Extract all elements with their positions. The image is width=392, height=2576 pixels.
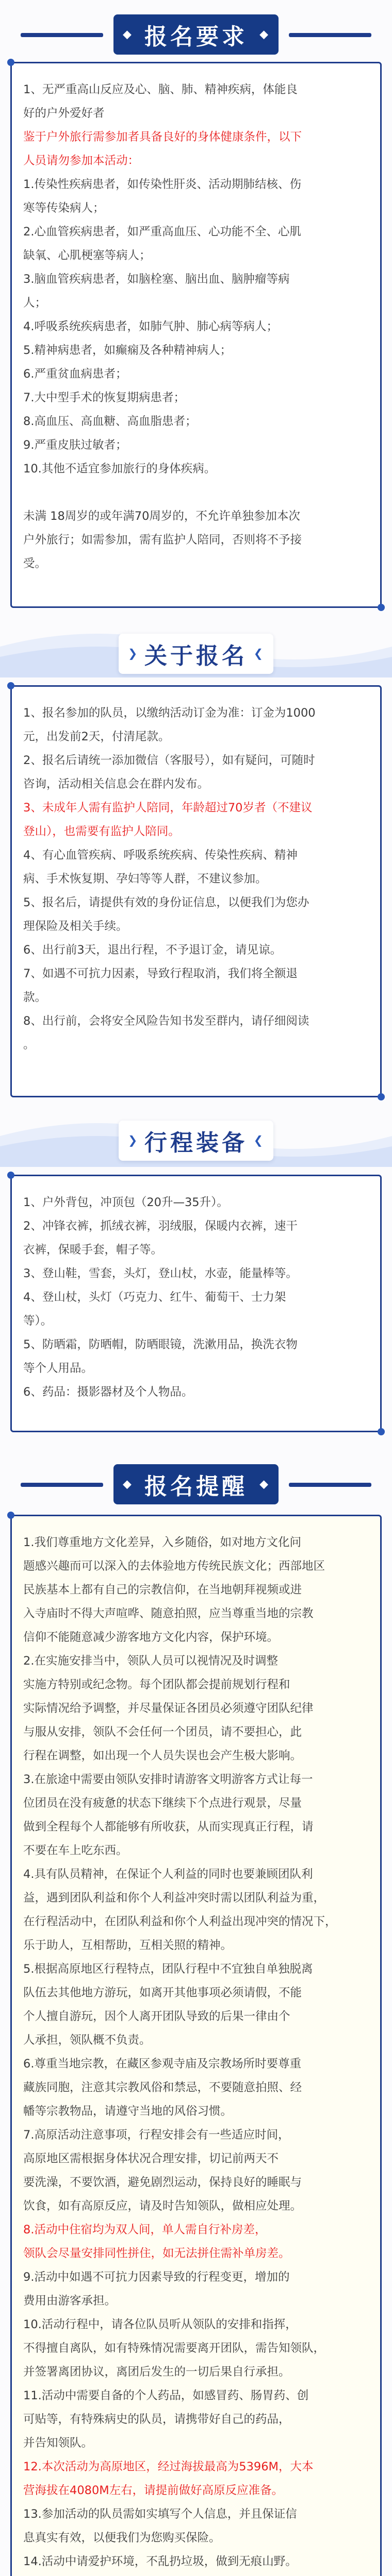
reminder-line: 个人擅自游玩，因个人离开团队导致的后果一律由个	[23, 2010, 290, 2023]
reminder-line: 13.参加活动的队员需如实填写个人信息，并且保证信	[23, 2507, 297, 2521]
corner-dot-icon	[378, 1428, 385, 1435]
reminder-line: 饮食，如有高原反应，请及时告知领队，做相应处理。	[23, 2199, 302, 2213]
reminder-line: 实际情况给予调整，并尽量保证各团员必须遵守团队纪律	[23, 1702, 314, 1715]
corner-dot-icon	[378, 1093, 385, 1100]
registration-line: 1、报名参加的队员，以缴纳活动订金为准：订金为1000	[23, 706, 316, 720]
title-deco-right: ◆	[259, 1478, 269, 1491]
title-bar-left	[21, 33, 103, 37]
reminder-line: 3.在旅途中需要由领队安排时请游客文明游客方式让每一	[23, 1773, 313, 1786]
reminder-line: 不得擅自离队，如有特殊情况需要离开团队，需告知领队，	[23, 2342, 325, 2355]
section-title-text: 行程装备	[144, 1130, 248, 1156]
section-title-equipment	[119, 1121, 273, 1161]
reminder-line: 7.高原活动注意事项，行程安排会有一些适应时间，	[23, 2128, 290, 2142]
reminder-line: 费用由游客承担。	[23, 2294, 117, 2308]
registration-line: 病、手术恢复期、孕妇等等人群，不建议参加。	[23, 872, 267, 886]
registration-line: 7、如遇不可抗力因素，导致行程取消，我们将全额退	[23, 967, 298, 980]
reminder-line: 幡等宗教物品，请遵守当地的风俗习惯。	[23, 2105, 233, 2118]
requirement-line: 寒等传染病人；	[23, 201, 105, 215]
requirement-line: 1.传染性疾病患者，如传染性肝炎、活动期肺结核、伤	[23, 178, 301, 191]
equipment-line: 2、冲锋衣裤，抓绒衣裤，羽绒服，保暖内衣裤，速干	[23, 1219, 298, 1233]
equipment-line: 等）。	[23, 1314, 53, 1328]
requirement-line: 受。	[23, 557, 47, 570]
requirement-line: 未满 18周岁的或年满70周岁的，不允许单独参加本次	[23, 510, 300, 523]
requirement-line: 人；	[23, 296, 47, 310]
title-deco-left: ❯	[128, 647, 139, 660]
requirement-line: 8.高血压、高血糖、高血脂患者；	[23, 415, 197, 428]
registration-line: 6、出行前3天，退出行程，不予退订金，请见谅。	[23, 943, 282, 957]
corner-dot-icon	[378, 604, 385, 611]
section-title-registration	[119, 634, 273, 674]
equipment-line: 等个人用品。	[23, 1362, 93, 1375]
reminder-line: 营海拔在4080M左右，请提前做好高原反应准备。	[23, 2484, 284, 2497]
requirement-line: 3.脑血管疾病患者，如脑栓塞、脑出血、脑肿瘤等病	[23, 273, 290, 286]
reminder-line: 5.根据高原地区行程特点，团队行程中不宜独自单独脱离	[23, 1962, 313, 1976]
reminder-line: 1.我们尊重地方文化差异，入乡随俗，如对地方文化问	[23, 1536, 301, 1549]
reminder-line: 做到全程每个人都能够有所收获，从而实现真正行程，请	[23, 1820, 314, 1834]
requirement-line: 人员请勿参加本活动：	[23, 154, 140, 167]
registration-line: 。	[23, 1038, 35, 1052]
reminder-line: 位团员在没有疲惫的状态下继续下个点进行观景，尽量	[23, 1797, 302, 1810]
reminder-line: 可贴等，有特殊病史的队员，请携带好自己的药品，	[23, 2413, 290, 2426]
registration-line: 元，出发前2天，付清尾款。	[23, 730, 170, 743]
registration-box	[10, 685, 382, 1097]
requirement-line: 6.严重贫血病患者；	[23, 367, 127, 381]
reminder-box	[10, 1515, 382, 2576]
registration-line: 理保险及相关手续。	[23, 920, 128, 933]
equipment-line: 1、户外背包，冲顶包（20升—35升）。	[23, 1196, 228, 1209]
reminder-line: 在行程活动中，在团队利益和你个人利益出现冲突的情况下，	[23, 1915, 337, 1928]
title-deco-left: ❯	[128, 1134, 139, 1147]
requirement-line: 4.呼吸系统疾病患者，如肺气肿、肺心病等病人；	[23, 320, 278, 333]
reminder-line: 民族基本上都有自己的宗教信仰，在当地朝拜视频或进	[23, 1583, 302, 1597]
requirement-line: 10.其他不适宜参加旅行的身体疾病。	[23, 462, 216, 476]
reminder-line: 14.活动中请爱护环境，不乱扔垃圾，做到无痕山野。	[23, 2555, 297, 2568]
reminder-line: 信仰不能随意减少游客地方文化内容，保护环境。	[23, 1631, 279, 1644]
registration-line: 2、报名后请统一添加微信（客服号），如有疑问，可随时	[23, 754, 315, 767]
requirement-line: 5.精神病患者，如癫痫及各种精神病人；	[23, 344, 232, 357]
requirement-line: 户外旅行；如需参加，需有监护人陪同，否则将不予接	[23, 533, 302, 547]
reminder-line: 与服从安排，领队不会任何一个团员，请不要担心，此	[23, 1725, 302, 1739]
reminder-line: 乐于助人，互相帮助，互相关照的精神。	[23, 1939, 233, 1952]
equipment-box	[10, 1175, 382, 1432]
equipment-line: 5、防晒霜，防晒帽，防晒眼镜，洗漱用品，换洗衣物	[23, 1338, 298, 1351]
reminder-line: 8.活动中住宿均为双人间，单人需自行补房差，	[23, 2223, 267, 2236]
requirement-line: 好的户外爱好者	[23, 107, 105, 120]
reminder-line: 11.活动中需要自备的个人药品，如感冒药、肠胃药、创	[23, 2389, 309, 2402]
reminder-line: 队伍去其他地方游玩，如离开其他事项必须请假，不能	[23, 1986, 302, 1999]
registration-line: 5、报名后，请提供有效的身份证信息，以便我们为您办	[23, 896, 309, 909]
reminder-line: 领队会尽量安排同性拼住，如无法拼住需补单房差。	[23, 2247, 290, 2260]
requirement-line: 1、无严重高山反应及心、脑、肺、精神疾病，体能良	[23, 83, 298, 96]
reminder-line: 2.在实施安排当中，领队人员可以视情况及时调整	[23, 1654, 278, 1668]
requirement-line: 2.心血管疾病患者，如严重高血压、心功能不全、心肌	[23, 225, 301, 239]
requirement-line	[23, 481, 370, 504]
section-title-text: 报名要求	[144, 24, 248, 50]
reminder-line: 入寺庙时不得大声喧哗、随意拍照，应当尊重当地的宗教	[23, 1607, 314, 1620]
reminder-line: 题感兴趣而可以深入的去体验地方传统民族文化；西部地区	[23, 1560, 325, 1573]
equipment-line: 3、登山鞋，雪套，头灯，登山杖，水壶，能量棒等。	[23, 1267, 298, 1280]
corner-dot-icon	[7, 682, 14, 689]
section-title-text: 报名提醒	[144, 1473, 248, 1500]
reminder-line	[23, 2573, 370, 2576]
registration-line: 登山），也需要有监护人陪同。	[23, 825, 180, 838]
section-title-requirements	[113, 14, 279, 55]
reminder-line: 益，遇到团队利益和你个人利益冲突时需以团队利益为重，	[23, 1891, 325, 1905]
title-deco-left: ◆	[123, 1478, 133, 1491]
title-deco-right: ◆	[259, 28, 269, 41]
reminder-line: 藏族同胞，注意其宗教风俗和禁忌，不要随意拍照、经	[23, 2081, 302, 2094]
registration-line: 咨询，活动相关信息会在群内发布。	[23, 777, 209, 791]
reminder-line: 行程在调整，如出现一个人员失误也会产生极大影响。	[23, 1749, 302, 1762]
registration-line: 4、有心血管疾病、呼吸系统疾病、传染性疾病、精神	[23, 849, 298, 862]
requirement-line: 鉴于户外旅行需参加者具备良好的身体健康条件，以下	[23, 130, 302, 144]
requirement-line: 7.大中型手术的恢复期病患者；	[23, 391, 185, 404]
registration-line: 款。	[23, 991, 47, 1004]
reminder-line: 实施方特别或纪念物。每个团队都会提前规划行程和	[23, 1678, 290, 1691]
reminder-line: 人承担，领队概不负责。	[23, 2033, 151, 2047]
reminder-line: 息真实有效，以便我们为您购买保险。	[23, 2531, 221, 2545]
corner-dot-icon	[7, 59, 14, 66]
reminder-line: 要洗澡，不要饮酒，避免剧烈运动，保持良好的睡眠与	[23, 2176, 302, 2189]
requirements-box	[10, 62, 382, 608]
section-title-text: 关于报名	[144, 643, 248, 669]
reminder-line: 9.活动中如遇不可抗力因素导致的行程变更，增加的	[23, 2270, 290, 2284]
section-title-reminder	[113, 1464, 279, 1504]
requirement-line: 缺氧、心肌梗塞等病人；	[23, 249, 151, 262]
reminder-line: 不要在车上吃东西。	[23, 1844, 128, 1857]
title-bar-right	[289, 1483, 371, 1487]
registration-line: 8、出行前，会将安全风险告知书发至群内，请仔细阅读	[23, 1014, 309, 1028]
requirement-line: 9.严重皮肤过敏者；	[23, 438, 127, 452]
reminder-line: 并告知领队。	[23, 2436, 93, 2450]
corner-dot-icon	[7, 1512, 14, 1519]
reminder-line: 4.具有队员精神，在保证个人利益的同时也要兼顾团队利	[23, 1868, 313, 1881]
reminder-line: 并签署离团协议，离团后发生的一切后果自行承担。	[23, 2365, 290, 2379]
reminder-line: 12.本次活动为高原地区，经过海拔最高为5396M，大本	[23, 2460, 314, 2473]
title-deco-right: ❮	[253, 1134, 264, 1147]
title-bar-right	[289, 33, 371, 37]
title-bar-left	[21, 1483, 103, 1487]
reminder-line: 高原地区需根据身体状况合理安排，切记前两天不	[23, 2152, 279, 2165]
title-deco-left: ◆	[123, 28, 133, 41]
reminder-line: 6.尊重当地宗教，在藏区参观寺庙及宗教场所时要尊重	[23, 2057, 301, 2071]
corner-dot-icon	[7, 1172, 14, 1179]
reminder-line: 10.活动行程中，请各位队员听从领队的安排和指挥，	[23, 2318, 297, 2331]
equipment-line: 6、药品：摄影器材及个人物品。	[23, 1385, 193, 1399]
registration-line: 3、未成年人需有监护人陪同，年龄超过70岁者（不建议	[23, 801, 313, 815]
equipment-line: 衣裤，保暖手套，帽子等。	[23, 1243, 163, 1257]
title-deco-right: ❮	[253, 647, 264, 660]
equipment-line: 4、登山杖，头灯（巧克力、红牛、葡萄干、士力架	[23, 1291, 286, 1304]
